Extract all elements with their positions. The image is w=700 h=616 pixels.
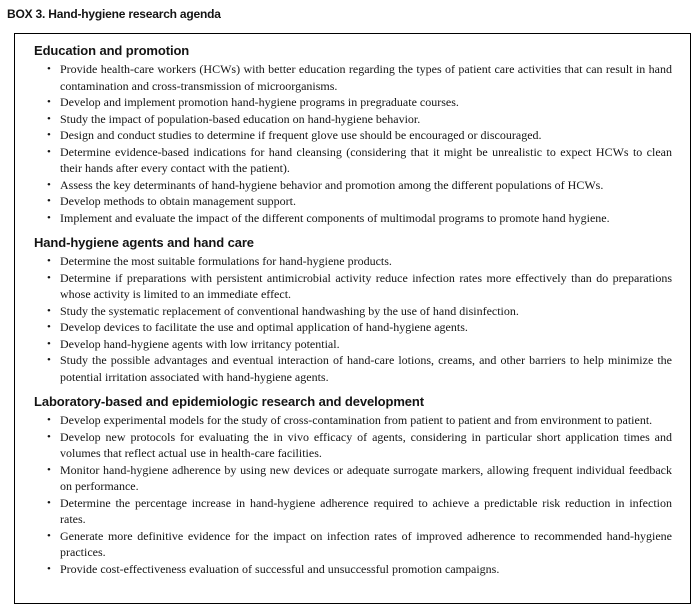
list-item — [34, 462, 672, 495]
list-item — [34, 336, 672, 353]
bullet-text: Develop and implement promotion hand-hygiene programs in pregraduate courses. — [60, 95, 459, 109]
section-heading: Education and promotion — [34, 43, 190, 58]
list-item — [34, 412, 672, 429]
bullet-text: Develop experimental models for the study of cross-contamination from patient to patient and from environment to patient. — [60, 413, 653, 427]
list-item — [34, 144, 672, 177]
list-item — [34, 111, 672, 128]
list-item — [34, 352, 672, 385]
list-item — [34, 429, 672, 462]
bullet-text: Provide cost-effectiveness evaluation of successful and unsuccessful promotion campaigns. — [60, 561, 500, 576]
bullet-icon: • — [47, 145, 51, 158]
list-item — [34, 193, 672, 210]
bullet-text: Design and conduct studies to determine if frequent glove use should be encouraged or discouraged. — [60, 128, 542, 142]
bullet-text: Provide health-care workers (HCWs) with better education regarding the types of patient care activities that can result in hand contamination and cross-transmission of microorganisms. — [60, 62, 672, 93]
bullet-text: Determine the most suitable formulations for hand-hygiene products. — [60, 254, 392, 268]
list-item — [34, 210, 672, 227]
bullet-icon: • — [47, 562, 51, 575]
bullet-text: Determine the percentage increase in hand-hygiene adherence required to achieve a predictable risk reduction in infection rates. — [60, 495, 672, 526]
bullet-icon: • — [47, 195, 51, 207]
bullet-text: Determine if preparations with persistent antimicrobial activity reduce infection rates more effectively than do preparations whose activity is limited to an immediate effect. — [60, 270, 672, 301]
list-item — [34, 495, 672, 528]
bullet-icon: • — [47, 211, 51, 224]
bullet-icon: • — [47, 496, 51, 509]
list-item — [34, 127, 672, 144]
bullet-icon: • — [47, 96, 51, 108]
bullet-text: Determine evidence-based indications for hand cleansing (considering that it might be unrealistic to expect HCWs to clean their hands after every contact with the patient). — [60, 144, 672, 175]
bullet-text: Develop methods to obtain management support. — [60, 194, 296, 208]
bullet-icon: • — [47, 178, 51, 191]
bullet-icon: • — [47, 337, 51, 350]
list-item — [34, 270, 672, 303]
bullet-icon: • — [47, 304, 51, 317]
bullet-text: Study the possible advantages and eventual interaction of hand-care lotions, creams, and other barriers to help minimize the potential irritation associated with hand-hygiene agents. — [60, 353, 672, 384]
list-item — [34, 94, 672, 111]
bullet-text: Implement and evaluate the impact of the different components of multimodal programs to promote hand hygiene. — [60, 210, 610, 225]
list-item — [34, 177, 672, 194]
bullet-icon: • — [47, 112, 51, 125]
bullet-icon: • — [47, 463, 51, 476]
bullet-icon: • — [47, 271, 51, 284]
list-item — [34, 253, 672, 270]
section-heading: Laboratory-based and epidemiologic research and development — [34, 394, 424, 409]
list-item — [34, 303, 672, 320]
bullet-text: Monitor hand-hygiene adherence by using new devices or adequate surrogate markers, allowing frequent individual feedback on performance. — [60, 462, 672, 493]
bullet-text: Assess the key determinants of hand-hygiene behavior and promotion among the different populations of HCWs. — [60, 177, 604, 192]
list-item — [34, 528, 672, 561]
bullet-list — [34, 253, 672, 385]
section-education-and-promotion — [34, 43, 672, 226]
bullet-text: Develop devices to facilitate the use and optimal application of hand-hygiene agents. — [60, 320, 468, 334]
bullet-text: Study the impact of population-based education on hand-hygiene behavior. — [60, 111, 421, 126]
bullet-icon: • — [47, 321, 51, 333]
list-item — [34, 561, 672, 578]
section-heading: Hand-hygiene agents and hand care — [34, 235, 254, 250]
bullet-list — [34, 61, 672, 226]
bullet-icon: • — [47, 129, 51, 141]
bullet-icon: • — [47, 529, 51, 542]
bullet-icon: • — [47, 354, 51, 366]
bullet-text: Study the systematic replacement of conventional handwashing by the use of hand disinfection. — [60, 303, 519, 318]
bullet-icon: • — [47, 255, 51, 267]
research-agenda-box — [14, 33, 691, 604]
section-laboratory-research — [34, 394, 672, 577]
list-item — [34, 319, 672, 336]
bullet-icon: • — [47, 430, 51, 443]
bullet-icon: • — [47, 63, 51, 75]
box-title: BOX 3. Hand-hygiene research agenda — [7, 7, 221, 21]
bullet-list — [34, 412, 672, 577]
bullet-text: Develop new protocols for evaluating the in vivo efficacy of agents, considering in particular short application times and volumes that reflect actual use in health-care facilities. — [60, 429, 672, 460]
bullet-text: Develop hand-hygiene agents with low irritancy potential. — [60, 336, 340, 351]
bullet-icon: • — [47, 414, 51, 426]
list-item — [34, 61, 672, 94]
section-hand-hygiene-agents — [34, 235, 672, 385]
bullet-text: Generate more definitive evidence for the impact on infection rates of improved adherence to recommended hand-hygiene practices. — [60, 528, 672, 559]
